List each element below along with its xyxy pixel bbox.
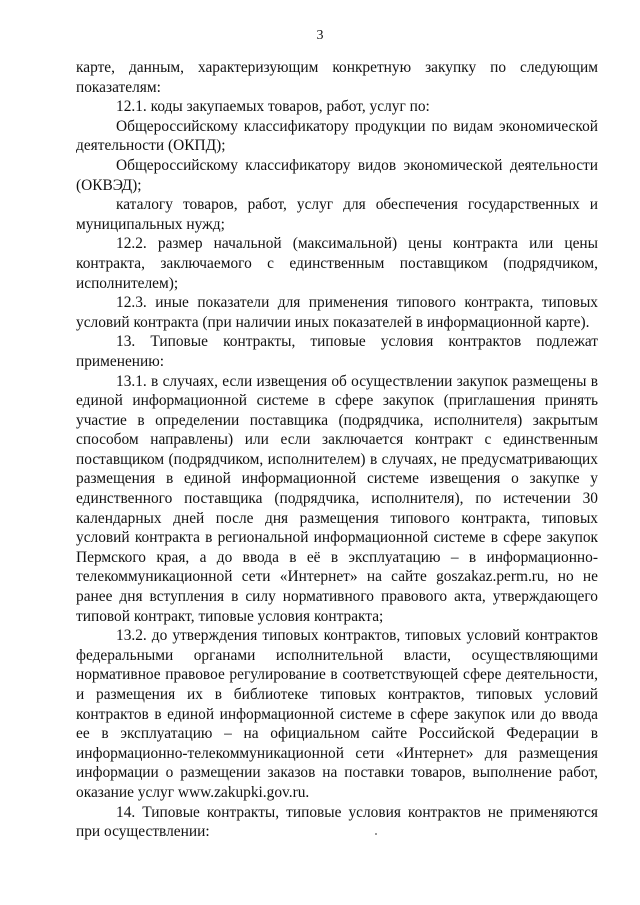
scan-artifact-dot [375, 833, 377, 835]
paragraph-14: 14. Типовые контракты, типовые условия контрактов не применяются при осуществлении: [76, 803, 598, 841]
paragraph-continuation: карте, данным, характеризующим конкретную закупку по следующим показателям: [76, 59, 598, 96]
page-number: 3 [316, 28, 324, 43]
paragraph-12-2: 12.2. размер начальной (максимальной) цены контракта или цены контракта, заключаемого с единственным поставщиком (подрядчиком, исполнителем); [76, 235, 598, 292]
paragraph-okved: Общероссийскому классификатору видов экономической деятельности (ОКВЭД); [76, 156, 598, 194]
paragraph-13-2: 13.2. до утверждения типовых контрактов, типовых условий контрактов федеральными органами исполнительной власти, осуществляющими нормативное правовое регулирование в соответствующей сфере деятельности, и размещения их в библиотеке типовых контрактов, типовых условий контрактов в единой информационной системе в сфере закупок или до ввода ее в эксплуатацию – на официальном сайте Российской Федерации в информационно-телекоммуникационной сети «Интернет» для размещения информации о размещении заказов на поставки товаров, выполнение работ, оказание услуг www.zakupki.gov.ru. [76, 627, 598, 801]
paragraph-12-3: 12.3. иные показатели для применения типового контракта, типовых условий контракта (при наличии иных показателей в информационной карте). [76, 294, 598, 331]
document-body [76, 58, 598, 842]
paragraph-13: 13. Типовые контракты, типовые условия контрактов подлежат применению: [76, 333, 598, 370]
paragraph-13-1: 13.1. в случаях, если извещения об осуществлении закупок размещены в единой информационной системе в сфере закупок (приглашения принять участие в определении поставщика (подрядчика, исполнителя) закрытым способом направлены) или если заключается контракт с единственным поставщиком (подрядчиком, исполнителем) в случаях, не предусматривающих размещения в единой информационной системе извещения о закупке у единственного поставщика (подрядчика, исполнителя), по истечении 30 календарных дней после дня размещения типового контракта, типовых условий контракта в региональной информационной системе в сфере закупок Пермского края, а до ввода в её в эксплуатацию – в информационно-телекоммуникационной сети «Интернет» на сайте goszakaz.perm.ru, но не ранее дня вступления в силу нормативного правового акта, утверждающего типовой контракт, типовые условия контракта; [76, 372, 598, 625]
paragraph-12-1: 12.1. коды закупаемых товаров, работ, услуг по: [116, 98, 430, 116]
paragraph-catalog: каталогу товаров, работ, услуг для обеспечения государственных и муниципальных нужд; [76, 196, 598, 233]
paragraph-okpd: Общероссийскому классификатору продукции по видам экономической деятельности (ОКПД); [76, 117, 598, 155]
